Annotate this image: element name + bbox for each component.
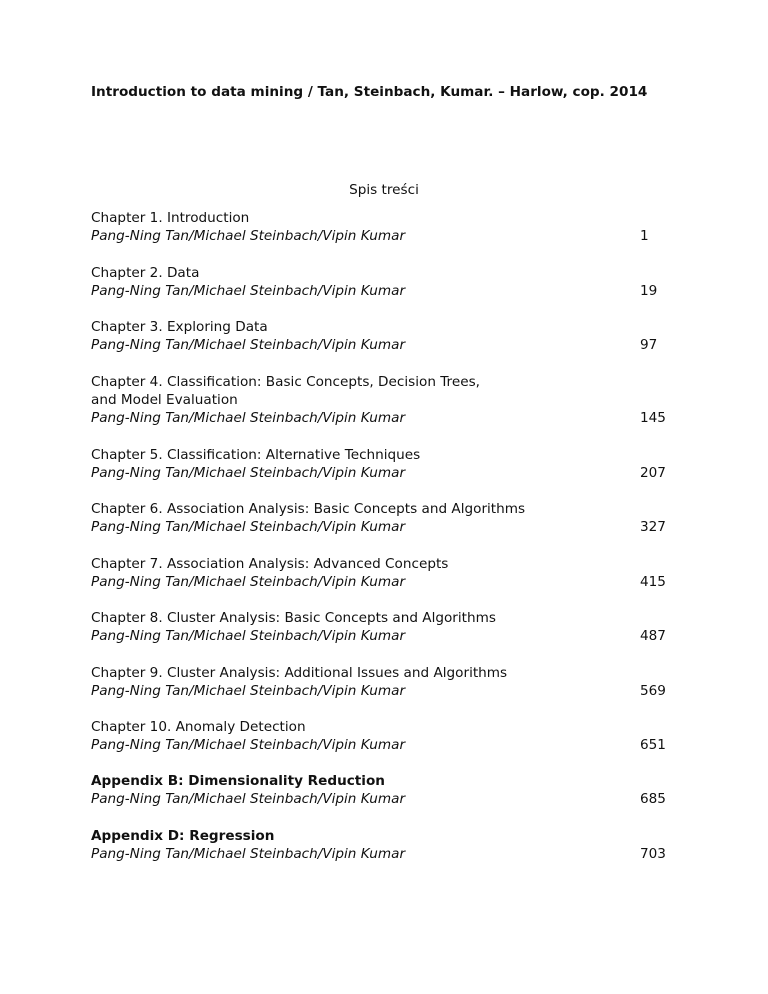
page-number: 569 bbox=[640, 683, 666, 699]
toc-entry-chapter-3 bbox=[91, 318, 691, 354]
chapter-title: Chapter 5. Classification: Alternative Techniques bbox=[91, 447, 421, 463]
page-number: 651 bbox=[640, 737, 666, 753]
bibliographic-header: Introduction to data mining / Tan, Steinbach, Kumar. – Harlow, cop. 2014 bbox=[91, 84, 648, 100]
chapter-authors: Pang-Ning Tan/Michael Steinbach/Vipin Kumar bbox=[91, 337, 406, 353]
toc-title: Spis treści bbox=[349, 182, 419, 198]
toc-entry-chapter-10 bbox=[91, 718, 691, 754]
appendix-title: Appendix B: Dimensionality Reduction bbox=[91, 773, 385, 789]
chapter-title: Chapter 10. Anomaly Detection bbox=[91, 719, 306, 735]
chapter-authors: Pang-Ning Tan/Michael Steinbach/Vipin Kumar bbox=[91, 574, 406, 590]
chapter-title: Chapter 6. Association Analysis: Basic Concepts and Algorithms bbox=[91, 501, 526, 517]
toc-entry-appendix-d bbox=[91, 827, 691, 863]
page-number: 487 bbox=[640, 628, 666, 644]
toc-entry-chapter-2 bbox=[91, 264, 691, 300]
toc-entry-chapter-7 bbox=[91, 555, 691, 591]
chapter-title-line-1: Chapter 4. Classification: Basic Concepts, Decision Trees, bbox=[91, 374, 480, 390]
chapter-title: Chapter 2. Data bbox=[91, 265, 200, 281]
appendix-title: Appendix D: Regression bbox=[91, 828, 275, 844]
page-number: 703 bbox=[640, 846, 666, 862]
toc-entry-appendix-b bbox=[91, 772, 691, 808]
chapter-authors: Pang-Ning Tan/Michael Steinbach/Vipin Kumar bbox=[91, 228, 406, 244]
chapter-authors: Pang-Ning Tan/Michael Steinbach/Vipin Kumar bbox=[91, 737, 406, 753]
toc-entry-chapter-8 bbox=[91, 609, 691, 645]
toc-entry-chapter-9 bbox=[91, 664, 691, 700]
page-number: 207 bbox=[640, 465, 666, 481]
chapter-authors: Pang-Ning Tan/Michael Steinbach/Vipin Kumar bbox=[91, 283, 406, 299]
chapter-title: Chapter 3. Exploring Data bbox=[91, 319, 268, 335]
chapter-title: Chapter 9. Cluster Analysis: Additional Issues and Algorithms bbox=[91, 665, 508, 681]
chapter-authors: Pang-Ning Tan/Michael Steinbach/Vipin Kumar bbox=[91, 410, 406, 426]
page-number: 685 bbox=[640, 791, 666, 807]
toc-entry-chapter-6 bbox=[91, 500, 691, 536]
chapter-title: Chapter 1. Introduction bbox=[91, 210, 250, 226]
chapter-title-line-2: and Model Evaluation bbox=[91, 392, 238, 408]
page-number: 1 bbox=[640, 228, 649, 244]
page-number: 19 bbox=[640, 283, 658, 299]
page-number: 145 bbox=[640, 410, 666, 426]
page-number: 97 bbox=[640, 337, 658, 353]
chapter-title: Chapter 8. Cluster Analysis: Basic Concepts and Algorithms bbox=[91, 610, 496, 626]
chapter-authors: Pang-Ning Tan/Michael Steinbach/Vipin Kumar bbox=[91, 465, 406, 481]
toc-entry-chapter-4 bbox=[91, 373, 691, 427]
chapter-authors: Pang-Ning Tan/Michael Steinbach/Vipin Kumar bbox=[91, 628, 406, 644]
chapter-title: Chapter 7. Association Analysis: Advanced Concepts bbox=[91, 556, 449, 572]
page-number: 327 bbox=[640, 519, 666, 535]
page-number: 415 bbox=[640, 574, 666, 590]
toc-entry-chapter-5 bbox=[91, 446, 691, 482]
chapter-authors: Pang-Ning Tan/Michael Steinbach/Vipin Kumar bbox=[91, 791, 406, 807]
toc-entry-chapter-1 bbox=[91, 209, 691, 245]
chapter-authors: Pang-Ning Tan/Michael Steinbach/Vipin Kumar bbox=[91, 683, 406, 699]
chapter-authors: Pang-Ning Tan/Michael Steinbach/Vipin Kumar bbox=[91, 519, 406, 535]
chapter-authors: Pang-Ning Tan/Michael Steinbach/Vipin Kumar bbox=[91, 846, 406, 862]
